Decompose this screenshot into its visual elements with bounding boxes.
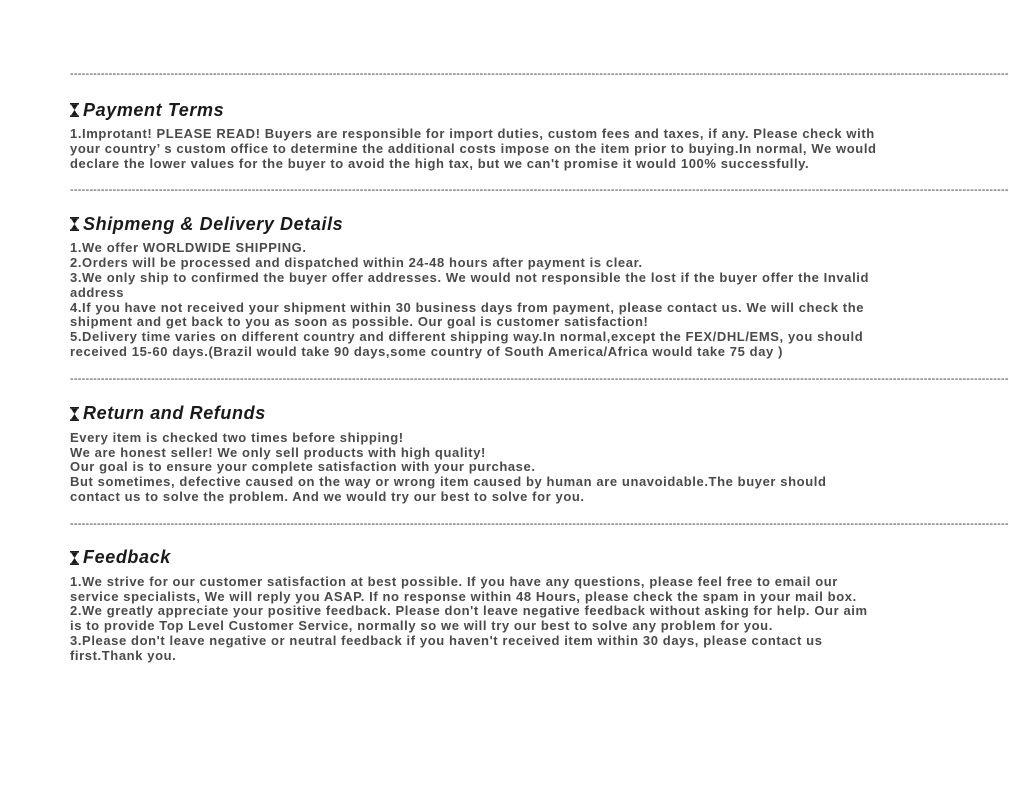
dashed-divider: ---------------------------------------------------------------------------------------------------------------------------------------------------------------------------------------------------------------------------------------------------: [70, 517, 1009, 530]
section-body-shipping-delivery: [70, 241, 880, 359]
section-heading-payment-terms: [70, 99, 880, 121]
hourglass-icon: [70, 551, 79, 565]
policy-document: [70, 68, 1009, 664]
paragraph: Our goal is to ensure your complete satisfaction with your purchase.: [70, 459, 536, 475]
hourglass-icon: [70, 103, 79, 117]
dashed-divider: ---------------------------------------------------------------------------------------------------------------------------------------------------------------------------------------------------------------------------------------------------: [70, 372, 1009, 385]
section-title: Feedback: [83, 547, 171, 568]
dashed-divider: ---------------------------------------------------------------------------------------------------------------------------------------------------------------------------------------------------------------------------------------------------: [70, 184, 1009, 197]
paragraph: 3.Please don't leave negative or neutral feedback if you haven't received item within 30 days, please contact us first.Thank you.: [70, 632, 823, 663]
section-body-feedback: [70, 575, 880, 664]
section-body-payment-terms: [70, 127, 880, 171]
paragraph: 2.We greatly appreciate your positive feedback. Please don't leave negative feedback without asking for help. Our aim is to provide Top Level Customer Service, normally so we will try our best to solve any problem for you.: [70, 603, 868, 634]
section-heading-feedback: [70, 547, 880, 569]
section-body-return-refunds: [70, 431, 880, 505]
hourglass-icon: [70, 407, 79, 421]
paragraph: We are honest seller! We only sell products with high quality!: [70, 444, 486, 460]
paragraph: But sometimes, defective caused on the way or wrong item caused by human are unavoidable.The buyer should contact us to solve the problem. And we would try our best to solve for you.: [70, 474, 827, 504]
paragraph: 3.We only ship to confirmed the buyer offer addresses. We would not responsible the lost if the buyer offer the Invalid address: [70, 269, 870, 300]
hourglass-icon: [70, 217, 79, 231]
paragraph: 5.Delivery time varies on different country and different shipping way.In normal,except the FEX/DHL/EMS, you should received 15-60 days.(Brazil would take 90 days,some country of South America/Africa would take 75 day ): [70, 329, 864, 359]
section-heading-shipping-delivery: [70, 213, 880, 235]
paragraph: 2.Orders will be processed and dispatched within 24-48 hours after payment is clear.: [70, 255, 643, 271]
section-title: Shipmeng & Delivery Details: [83, 213, 344, 234]
section-title: Return and Refunds: [83, 403, 266, 424]
paragraph: Every item is checked two times before shipping!: [70, 429, 404, 445]
section-heading-return-refunds: [70, 403, 880, 425]
paragraph: 4.If you have not received your shipment within 30 business days from payment, please contact us. We will check the shipment and get back to you as soon as possible. Our goal is customer satisfaction!: [70, 299, 865, 330]
paragraph: 1.Improtant! PLEASE READ! Buyers are responsible for import duties, custom fees and taxes, if any. Please check with your country’ s custom office to determine the additional costs impose on the item prior to buying.In normal, We would declare the lower values for the buyer to avoid the high tax, but we can't promise it would 100% successfully.: [70, 126, 877, 171]
paragraph: 1.We strive for our customer satisfaction at best possible. If you have any questions, please feel free to email our service specialists, We will reply you ASAP. If no response within 48 Hours, please check the spam in your mail box.: [70, 573, 857, 604]
paragraph: 1.We offer WORLDWIDE SHIPPING.: [70, 240, 307, 256]
section-title: Payment Terms: [83, 99, 225, 120]
dashed-divider: ---------------------------------------------------------------------------------------------------------------------------------------------------------------------------------------------------------------------------------------------------: [70, 68, 1009, 80]
